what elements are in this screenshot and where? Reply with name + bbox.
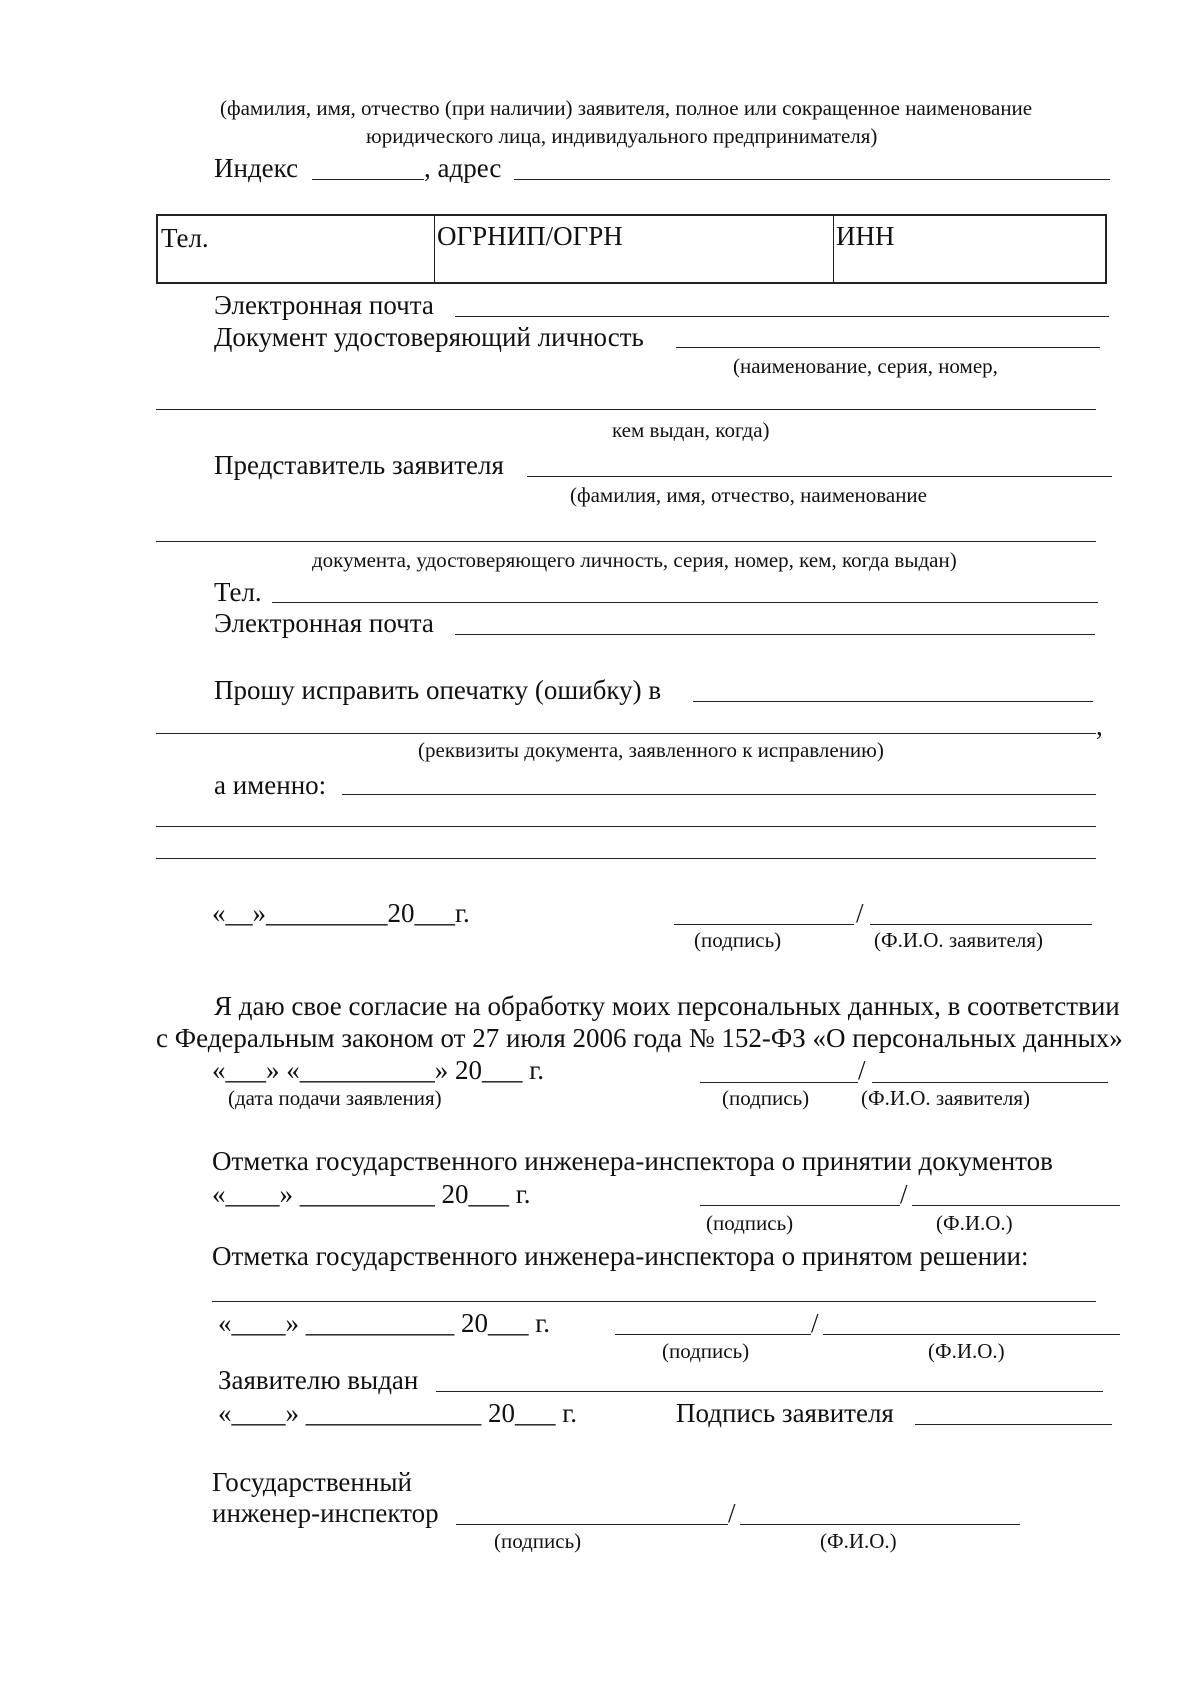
sign1-fio-caption: (Ф.И.О. заявителя) [874, 928, 1043, 952]
representative-caption2: документа, удостоверяющего личность, серия, номер, кем, когда выдан) [312, 548, 957, 572]
table-ogrn-cell[interactable]: ОГРНИП/ОГРН [437, 221, 623, 251]
consent-fio-line[interactable] [872, 1082, 1108, 1083]
index-label: Индекс [214, 153, 299, 183]
inspector-fio-line[interactable] [740, 1524, 1020, 1525]
decision-date[interactable]: «____» ___________ 20___ г. [218, 1308, 551, 1338]
consent-line2: с Федеральным законом от 27 июля 2006 года № 152-ФЗ «О персональных данных» [156, 1023, 1123, 1053]
acceptance-slash: / [900, 1179, 908, 1209]
contacts-table [156, 214, 1107, 284]
id-doc-label: Документ удостоверяющий личность [214, 322, 644, 352]
acceptance-label: Отметка государственного инженера-инспектора о принятии документов [212, 1146, 1053, 1176]
email-label: Электронная почта [214, 290, 434, 320]
decision-fio-caption: (Ф.И.О.) [928, 1339, 1005, 1363]
address-label: , адрес [424, 153, 502, 183]
id-doc-caption1: (наименование, серия, номер, [733, 354, 998, 378]
acceptance-sig-caption: (подпись) [706, 1211, 794, 1235]
request-caption: (реквизиты документа, заявленного к исправлению) [418, 738, 884, 762]
consent-signature-line[interactable] [700, 1082, 858, 1083]
decision-sig-caption: (подпись) [662, 1339, 750, 1363]
id-doc-field-2[interactable] [156, 409, 1096, 410]
sign1-slash: / [856, 898, 864, 928]
decision-fio-line[interactable] [823, 1334, 1120, 1335]
consent-slash: / [858, 1055, 866, 1085]
id-doc-field[interactable] [676, 347, 1100, 348]
request-document-field-2[interactable] [156, 733, 1096, 734]
table-divider [434, 216, 435, 282]
rep-email-label: Электронная почта [214, 608, 434, 638]
rep-phone-label: Тел. [214, 577, 262, 607]
representative-caption1: (фамилия, имя, отчество, наименование [570, 483, 927, 507]
request-text: Прошу исправить опечатку (ошибку) в [214, 675, 662, 705]
namely-field-3[interactable] [156, 858, 1096, 859]
inspector-sig-caption: (подпись) [494, 1529, 582, 1553]
issued-date[interactable]: «____» _____________ 20___ г. [218, 1398, 578, 1428]
inspector-label1: Государственный [212, 1467, 412, 1497]
index-field[interactable] [312, 179, 424, 180]
sign1-fio-line[interactable] [870, 924, 1092, 925]
sign1-signature-line[interactable] [674, 924, 854, 925]
address-field[interactable] [514, 179, 1110, 180]
acceptance-date[interactable]: «____» __________ 20___ г. [212, 1179, 531, 1209]
representative-field[interactable] [527, 476, 1112, 477]
table-divider [833, 216, 834, 282]
namely-field-2[interactable] [156, 826, 1096, 827]
issued-label: Заявителю выдан [218, 1365, 419, 1395]
table-phone-cell[interactable]: Тел. [161, 223, 209, 253]
applicant-caption-line1: (фамилия, имя, отчество (при наличии) заявителя, полное или сокращенное наименование [220, 96, 1033, 120]
applicant-caption-line2: юридического лица, индивидуального предпринимателя) [366, 124, 878, 148]
acceptance-signature-line[interactable] [700, 1205, 900, 1206]
inspector-fio-caption: (Ф.И.О.) [820, 1529, 897, 1553]
decision-signature-line[interactable] [615, 1334, 811, 1335]
issued-field[interactable] [436, 1391, 1103, 1392]
request-comma: , [1096, 711, 1103, 741]
id-doc-caption2: кем выдан, когда) [612, 418, 770, 442]
request-document-field[interactable] [693, 701, 1093, 702]
rep-phone-field[interactable] [272, 602, 1098, 603]
table-inn-cell[interactable]: ИНН [836, 221, 895, 251]
rep-email-field[interactable] [455, 634, 1095, 635]
sign1-sig-caption: (подпись) [694, 928, 782, 952]
decision-slash: / [811, 1308, 819, 1338]
namely-label: а именно: [214, 770, 327, 800]
issued-signature-label: Подпись заявителя [676, 1398, 894, 1428]
namely-field[interactable] [342, 794, 1096, 795]
consent-date-caption: (дата подачи заявления) [228, 1086, 442, 1110]
decision-label: Отметка государственного инженера-инспектора о принятом решении: [212, 1241, 1029, 1271]
consent-line1: Я даю свое согласие на обработку моих персональных данных, в соответствии [214, 991, 1120, 1021]
decision-field[interactable] [212, 1301, 1096, 1302]
inspector-slash: / [728, 1498, 736, 1528]
representative-field-2[interactable] [156, 541, 1096, 542]
sign1-date[interactable]: «__»_________20___г. [212, 898, 470, 928]
consent-date[interactable]: «___» «__________» 20___ г. [212, 1055, 545, 1085]
consent-fio-caption: (Ф.И.О. заявителя) [861, 1086, 1030, 1110]
representative-label: Представитель заявителя [214, 450, 504, 480]
acceptance-fio-caption: (Ф.И.О.) [936, 1211, 1013, 1235]
inspector-signature-line[interactable] [456, 1524, 728, 1525]
email-field[interactable] [455, 316, 1109, 317]
consent-sig-caption: (подпись) [722, 1086, 810, 1110]
issued-signature-line[interactable] [915, 1424, 1112, 1425]
acceptance-fio-line[interactable] [912, 1205, 1120, 1206]
inspector-label2: инженер-инспектор [212, 1498, 439, 1528]
